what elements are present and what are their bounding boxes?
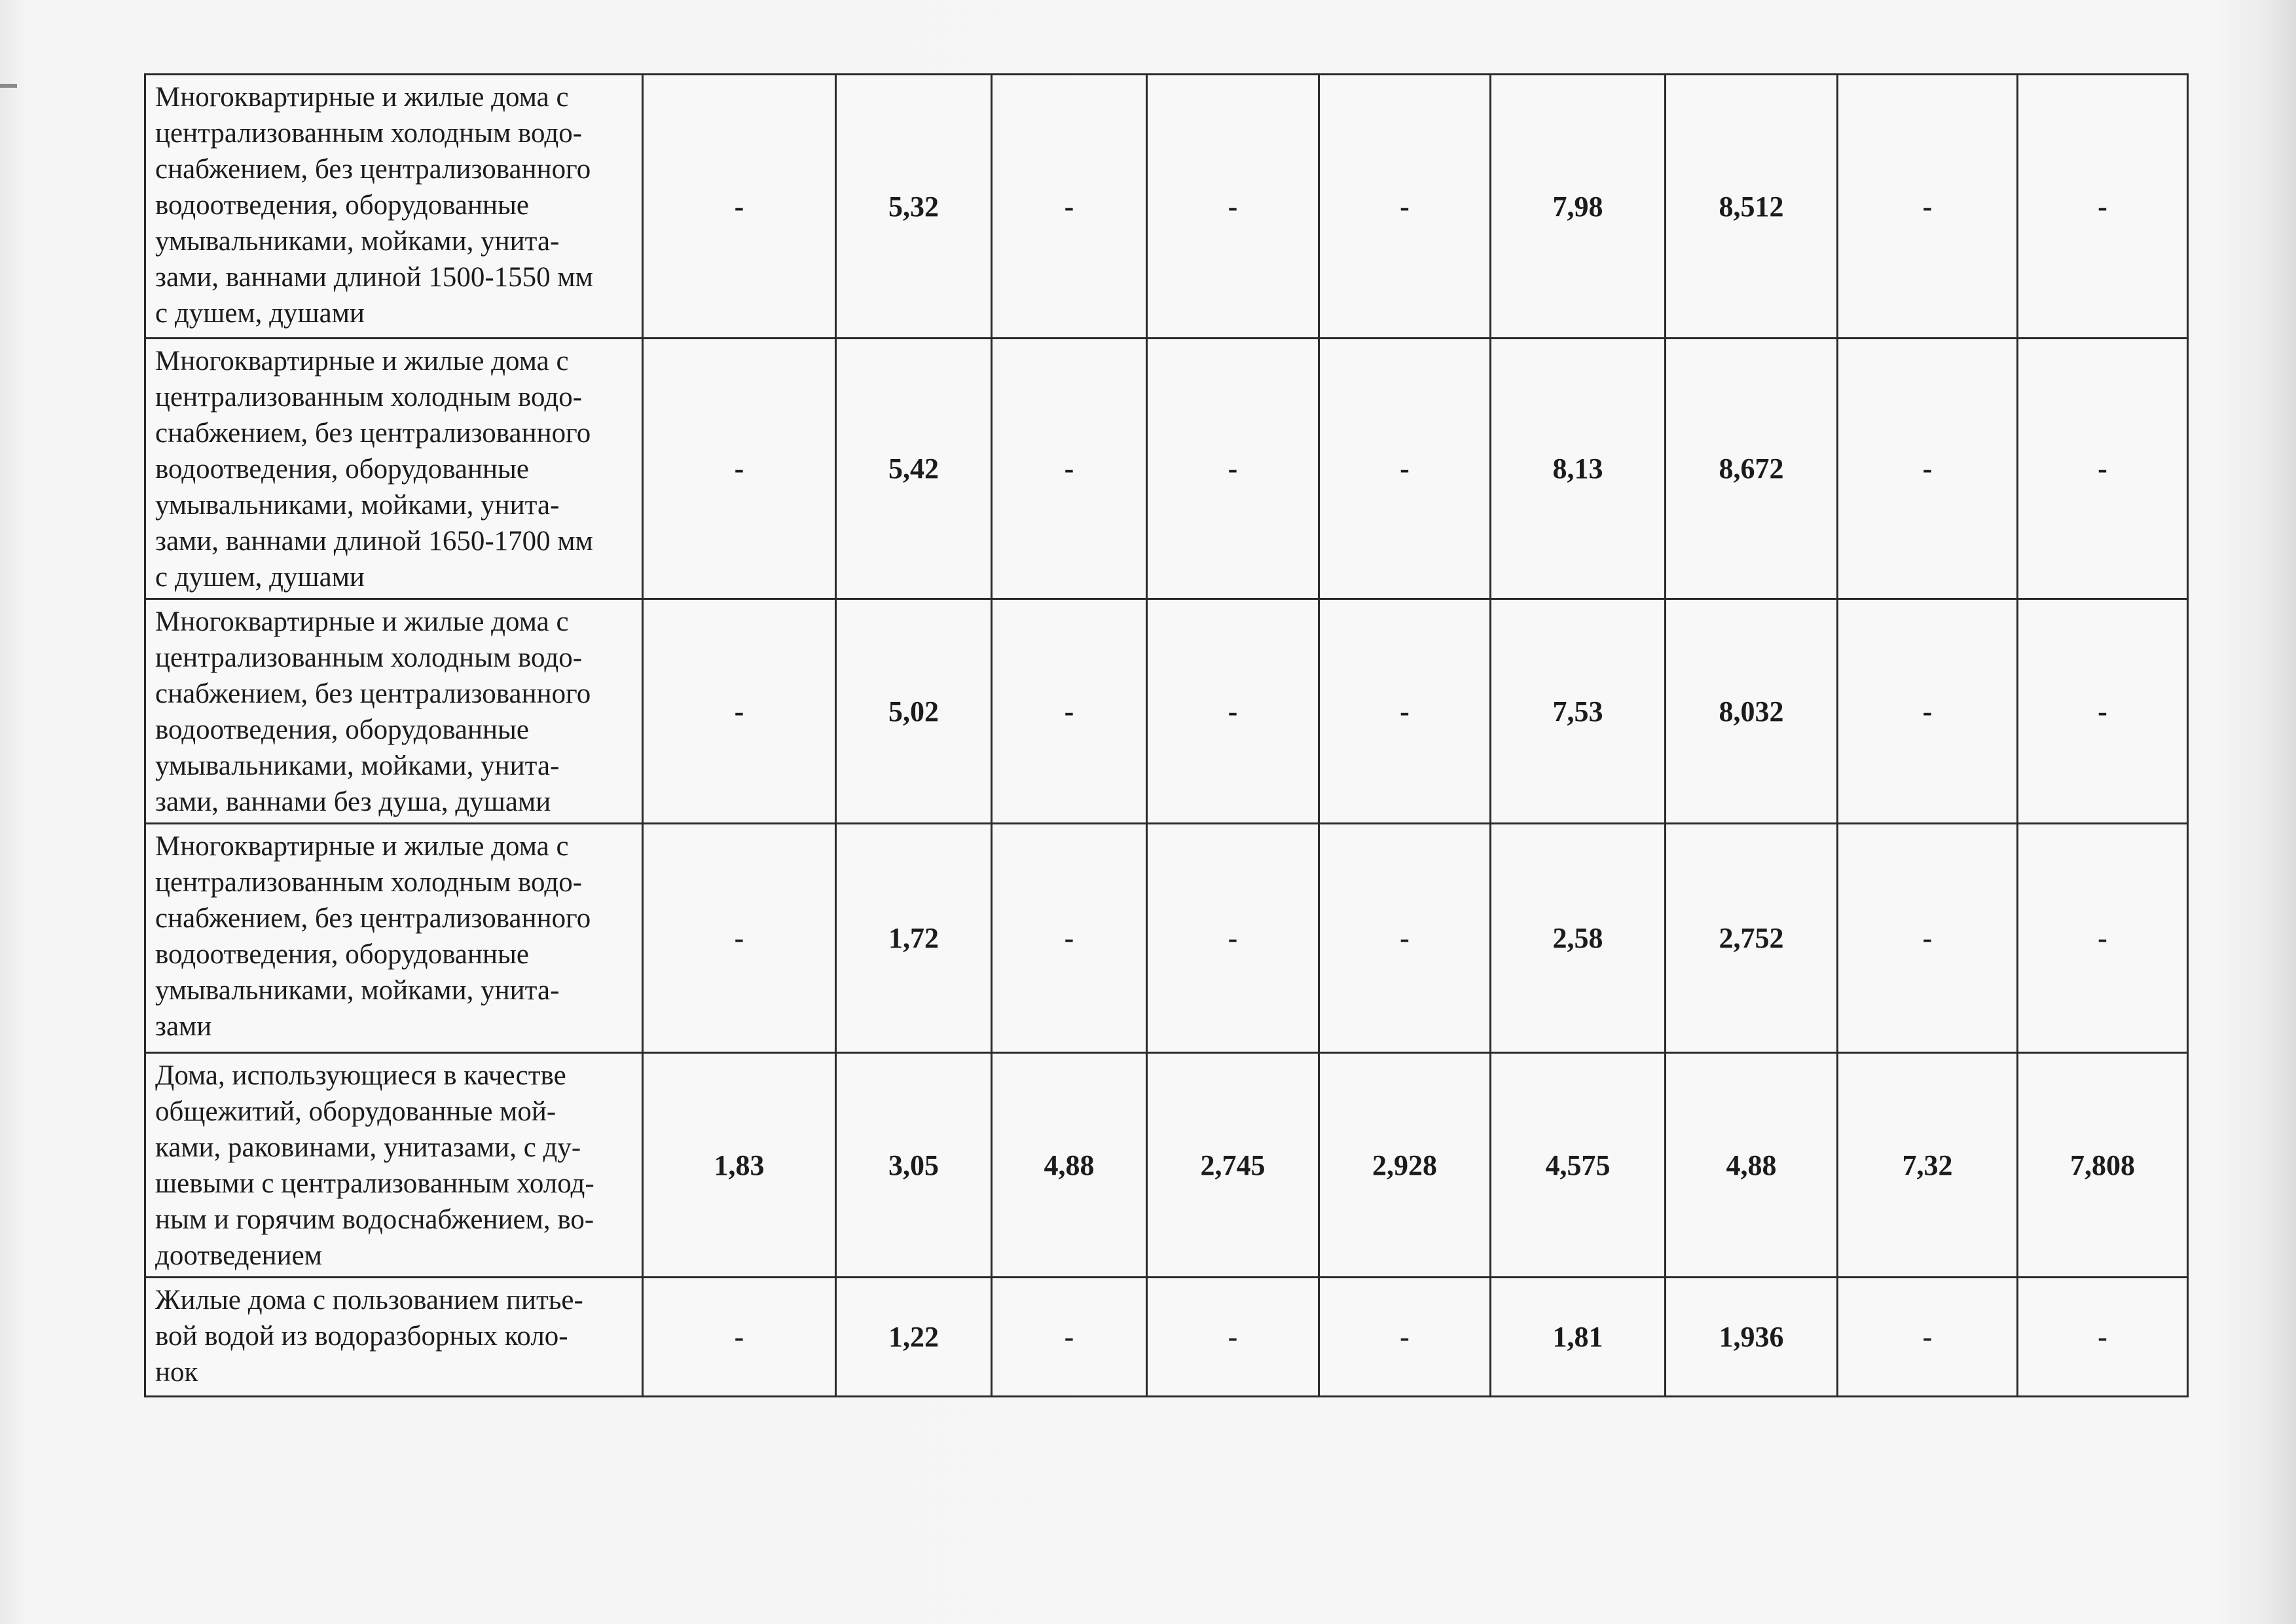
value-cell: - <box>1319 1278 1491 1397</box>
value-cell: 7,98 <box>1491 75 1666 339</box>
value-cell: 4,88 <box>992 1053 1147 1278</box>
value-cell: 8,672 <box>1666 339 1838 599</box>
row-description: Жилые дома с пользованием питье- вой водой из водоразборных коло- нок <box>145 1278 643 1397</box>
value-cell: 7,808 <box>2018 1053 2188 1278</box>
value-cell: - <box>992 599 1147 824</box>
value-cell: - <box>1838 1278 2018 1397</box>
value-cell: 4,575 <box>1491 1053 1666 1278</box>
value-cell: - <box>1838 339 2018 599</box>
value-cell: 7,53 <box>1491 599 1666 824</box>
value-cell: 1,936 <box>1666 1278 1838 1397</box>
value-cell: - <box>1838 599 2018 824</box>
value-cell: - <box>992 824 1147 1053</box>
value-cell: 2,58 <box>1491 824 1666 1053</box>
value-cell: 3,05 <box>836 1053 992 1278</box>
row-description: Многоквартирные и жилые дома с централизованным холодным водо- снабжением, без централизованного водоотведения, оборудованные умывальниками, мойками, унита- зами, ваннами длиной 1650-1700 мм с душем, душами <box>145 339 643 599</box>
table-row <box>145 599 2188 824</box>
consumption-norms-table <box>144 73 2189 1397</box>
value-cell: 1,22 <box>836 1278 992 1397</box>
value-cell: - <box>992 75 1147 339</box>
value-cell: - <box>1838 75 2018 339</box>
value-cell: 2,752 <box>1666 824 1838 1053</box>
value-cell: - <box>643 75 836 339</box>
row-description: Многоквартирные и жилые дома с централизованным холодным водо- снабжением, без централизованного водоотведения, оборудованные умывальниками, мойками, унита- зами, ваннами без душа, душами <box>145 599 643 824</box>
value-cell: 1,81 <box>1491 1278 1666 1397</box>
value-cell: - <box>643 824 836 1053</box>
value-cell: 7,32 <box>1838 1053 2018 1278</box>
value-cell: - <box>1147 75 1319 339</box>
value-cell: - <box>2018 599 2188 824</box>
value-cell: - <box>2018 1278 2188 1397</box>
value-cell: - <box>1319 824 1491 1053</box>
value-cell: - <box>1147 824 1319 1053</box>
value-cell: 2,928 <box>1319 1053 1491 1278</box>
value-cell: - <box>643 599 836 824</box>
table-row <box>145 1278 2188 1397</box>
row-description: Дома, использующиеся в качестве общежитий, оборудованные мой- ками, раковинами, унитазами, с ду- шевыми с централизованным холод- ным и горячим водоснабжением, во- доотведением <box>145 1053 643 1278</box>
row-description: Многоквартирные и жилые дома с централизованным холодным водо- снабжением, без централизованного водоотведения, оборудованные умывальниками, мойками, унита- зами <box>145 824 643 1053</box>
table-row <box>145 1053 2188 1278</box>
value-cell: 1,72 <box>836 824 992 1053</box>
scan-mark <box>0 84 17 88</box>
value-cell: - <box>992 339 1147 599</box>
value-cell: - <box>643 1278 836 1397</box>
table-row <box>145 75 2188 339</box>
value-cell: - <box>1147 599 1319 824</box>
value-cell: 2,745 <box>1147 1053 1319 1278</box>
value-cell: - <box>1319 599 1491 824</box>
value-cell: 5,42 <box>836 339 992 599</box>
value-cell: - <box>643 339 836 599</box>
value-cell: - <box>1319 75 1491 339</box>
table-row <box>145 339 2188 599</box>
value-cell: - <box>1147 1278 1319 1397</box>
value-cell: - <box>1838 824 2018 1053</box>
value-cell: - <box>1147 339 1319 599</box>
value-cell: - <box>1319 339 1491 599</box>
value-cell: 5,32 <box>836 75 992 339</box>
value-cell: 8,032 <box>1666 599 1838 824</box>
table-row <box>145 824 2188 1053</box>
value-cell: - <box>2018 75 2188 339</box>
row-description: Многоквартирные и жилые дома с централизованным холодным водо- снабжением, без централизованного водоотведения, оборудованные умывальниками, мойками, унита- зами, ваннами длиной 1500-1550 мм с душем, душами <box>145 75 643 339</box>
value-cell: - <box>992 1278 1147 1397</box>
value-cell: 8,13 <box>1491 339 1666 599</box>
value-cell: 1,83 <box>643 1053 836 1278</box>
value-cell: - <box>2018 824 2188 1053</box>
value-cell: 4,88 <box>1666 1053 1838 1278</box>
value-cell: - <box>2018 339 2188 599</box>
value-cell: 5,02 <box>836 599 992 824</box>
value-cell: 8,512 <box>1666 75 1838 339</box>
